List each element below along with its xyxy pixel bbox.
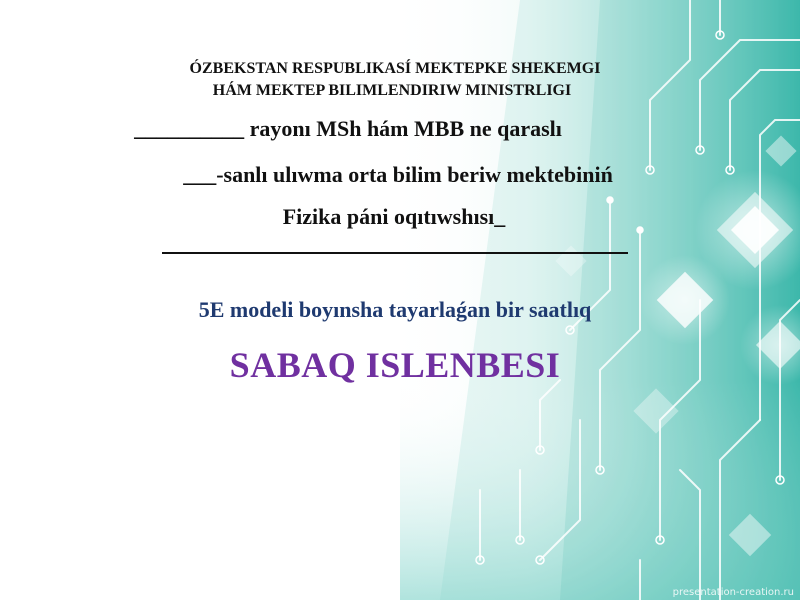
teacher-line: Fizika páni oqıtıwshısı_	[282, 204, 506, 229]
lesson-plan-title: SABAQ ISLENBESI	[229, 345, 561, 385]
watermark-credit: presentation-creation.ru	[672, 587, 794, 598]
school-line: ___-sanlı ulıwma orta bilim beriw mektebiniń	[183, 162, 613, 187]
ministry-heading-line-2: HÁM MEKTEP BILIMLENDIRIW MINISTRLIGI	[212, 82, 572, 99]
lesson-model-subtitle: 5E modeli boyınsha tayarlaǵan bir saatlıq	[198, 297, 592, 322]
ministry-heading-line-1: ÓZBEKSTAN RESPUBLIKASÍ MEKTEPKE SHEKEMGI	[189, 60, 601, 77]
district-line: __________ rayonı MSh hám MBB ne qaraslı	[134, 116, 562, 141]
teacher-name-blank-line	[162, 252, 628, 254]
